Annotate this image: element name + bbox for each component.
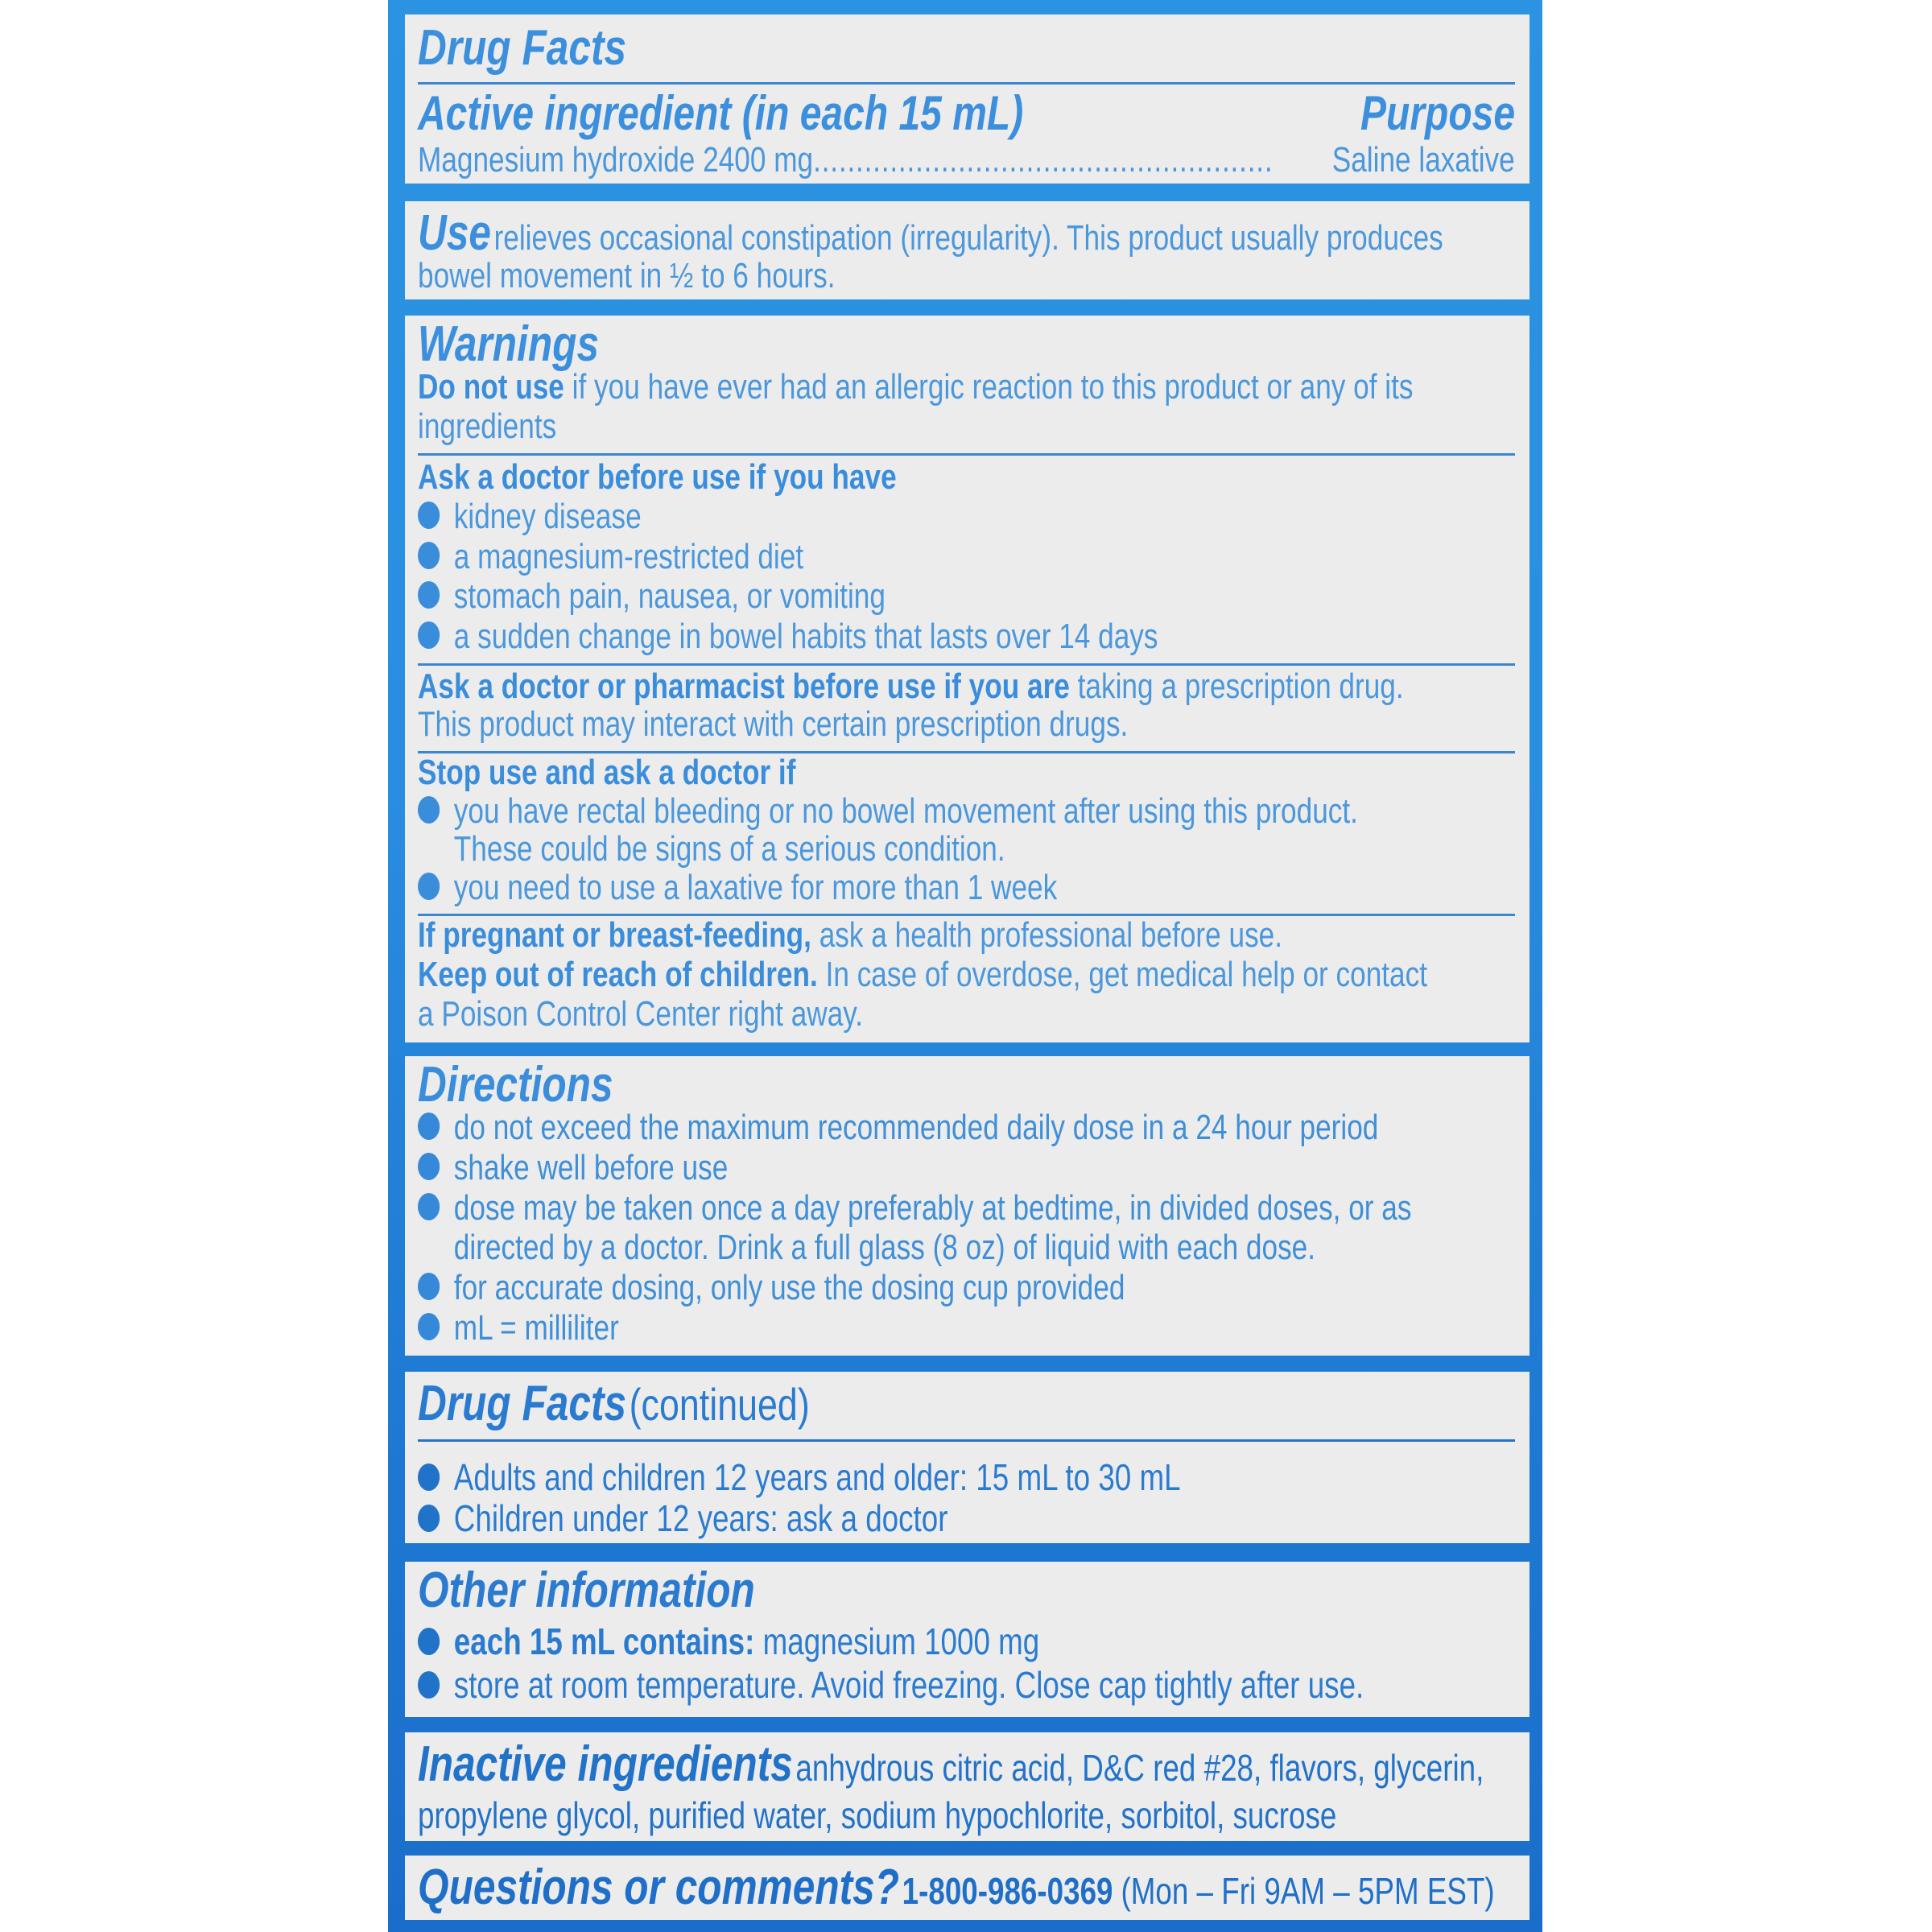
stop-use-heading: Stop use and ask a doctor if: [418, 753, 796, 792]
dosage-item: Children under 12 years: ask a doctor: [418, 1496, 947, 1540]
ask-doctor-item: a sudden change in bowel habits that lasts over 14 days: [418, 617, 1158, 657]
dot-leader: ......................................................: [813, 140, 1274, 180]
bullet-icon: [418, 1153, 440, 1180]
warnings-heading: Warnings: [418, 316, 600, 372]
ask-doctor-item: stomach pain, nausea, or vomiting: [418, 576, 886, 617]
use-text: relieves occasional constipation (irregularity). This product usually produces: [493, 218, 1443, 258]
directions-item-continued: directed by a doctor. Drink a full glass (8 oz) of liquid with each dose.: [453, 1228, 1316, 1267]
bullet-icon: [418, 1463, 440, 1491]
ask-pharmacist-line: [418, 667, 1404, 707]
purpose-heading: Purpose: [1360, 86, 1515, 140]
warnings-panel: [405, 316, 1530, 1042]
do-not-use-line: [418, 367, 1414, 407]
stop-use-item: you need to use a laxative for more than 1 week: [418, 868, 1057, 908]
pregnant-text: ask a health professional before use.: [819, 915, 1283, 955]
phone-number[interactable]: 1-800-986-0369: [902, 1870, 1113, 1912]
bullet-icon: [418, 502, 440, 529]
do-not-use-label: Do not use: [418, 367, 564, 407]
directions-item: shake well before use: [418, 1148, 728, 1188]
continued-heading: Drug Facts: [418, 1376, 627, 1431]
other-information-heading: Other information: [418, 1563, 755, 1618]
contains-value: magnesium 1000 mg: [762, 1620, 1040, 1662]
bullet-icon: [418, 1113, 440, 1140]
directions-item: mL = milliliter: [418, 1308, 619, 1348]
ingredient-row: [418, 140, 1273, 180]
active-ingredient-panel: [405, 14, 1530, 184]
bullet-icon: [418, 1313, 440, 1340]
do-not-use-text: if you have ever had an allergic reaction to this product or any of its: [572, 367, 1414, 407]
bullet-icon: [418, 1273, 440, 1300]
bullet-icon: [418, 873, 440, 900]
continued-suffix: (continued): [629, 1379, 810, 1430]
directions-item: do not exceed the maximum recommended daily dose in a 24 hour period: [418, 1108, 1378, 1148]
warnings-divider-1: [418, 453, 1515, 456]
ask-doctor-item: a magnesium-restricted diet: [418, 537, 803, 577]
inactive-heading: Inactive ingredients: [418, 1736, 793, 1792]
bullet-icon: [418, 796, 440, 824]
use-line-1: [418, 204, 1443, 262]
bullet-icon: [418, 1671, 440, 1699]
bullet-icon: [418, 1628, 440, 1655]
questions-panel: [405, 1856, 1530, 1920]
ask-doctor-heading: Ask a doctor before use if you have: [418, 457, 897, 497]
use-heading: Use: [418, 205, 491, 261]
directions-item: for accurate dosing, only use the dosing cup provided: [418, 1268, 1125, 1308]
stop-use-item: you have rectal bleeding or no bowel movement after using this product.: [418, 791, 1358, 832]
use-panel: [405, 201, 1530, 299]
bullet-icon: [418, 542, 440, 569]
children-text: In case of overdose, get medical help or contact: [825, 955, 1428, 994]
warnings-divider-2: [418, 663, 1515, 666]
contains-label: each 15 mL contains:: [453, 1620, 755, 1662]
continued-divider: [418, 1439, 1515, 1442]
do-not-use-line-2: ingredients: [418, 407, 557, 446]
other-information-panel: [405, 1562, 1530, 1717]
children-line: [418, 955, 1427, 995]
bullet-icon: [418, 621, 440, 649]
drug-facts-title: Drug Facts: [418, 20, 627, 76]
inactive-text: anhydrous citric acid, D&C red #28, flavors, glycerin,: [795, 1747, 1484, 1789]
directions-heading: Directions: [418, 1057, 613, 1113]
directions-item: dose may be taken once a day preferably at bedtime, in divided doses, or as: [418, 1188, 1411, 1228]
other-info-item: store at room temperature. Avoid freezing. Close cap tightly after use.: [418, 1663, 1364, 1707]
dosage-item: Adults and children 12 years and older: 15 mL to 30 mL: [418, 1455, 1181, 1499]
hours-text: (Mon – Fri 9AM – 5PM EST): [1121, 1870, 1495, 1912]
children-label: Keep out of reach of children.: [418, 955, 818, 994]
ask-doctor-item: kidney disease: [418, 497, 642, 537]
inactive-ingredients-panel: [405, 1732, 1530, 1841]
ingredient-purpose: Saline laxative: [1332, 140, 1515, 180]
pregnant-label: If pregnant or breast-feeding,: [418, 915, 811, 955]
use-line-2: bowel movement in ½ to 6 hours.: [418, 256, 836, 295]
ask-pharmacist-label: Ask a doctor or pharmacist before use if you are: [418, 667, 1070, 706]
bullet-icon: [418, 1505, 440, 1532]
continued-heading-line: [418, 1375, 810, 1432]
pregnant-line: [418, 915, 1282, 956]
ingredient-name: Magnesium hydroxide 2400 mg: [418, 140, 814, 180]
inactive-line-2: propylene glycol, purified water, sodium hypochlorite, sorbitol, sucrose: [418, 1794, 1337, 1836]
active-ingredient-heading: Active ingredient (in each 15 mL): [418, 86, 1024, 140]
ask-pharmacist-text: taking a prescription drug.: [1077, 667, 1404, 706]
directions-panel: [405, 1056, 1530, 1356]
continued-panel: [405, 1372, 1530, 1543]
bullet-icon: [418, 581, 440, 609]
questions-line: [418, 1859, 1495, 1916]
other-info-item: [418, 1620, 1039, 1663]
bullet-icon: [418, 1193, 440, 1220]
children-line-2: a Poison Control Center right away.: [418, 994, 864, 1034]
questions-heading: Questions or comments?: [418, 1860, 900, 1915]
stop-use-item-continued: These could be signs of a serious condition.: [453, 829, 1005, 869]
ask-pharmacist-line-2: This product may interact with certain prescription drugs.: [418, 704, 1129, 744]
title-divider: [418, 82, 1515, 85]
inactive-line-1: [418, 1736, 1484, 1793]
